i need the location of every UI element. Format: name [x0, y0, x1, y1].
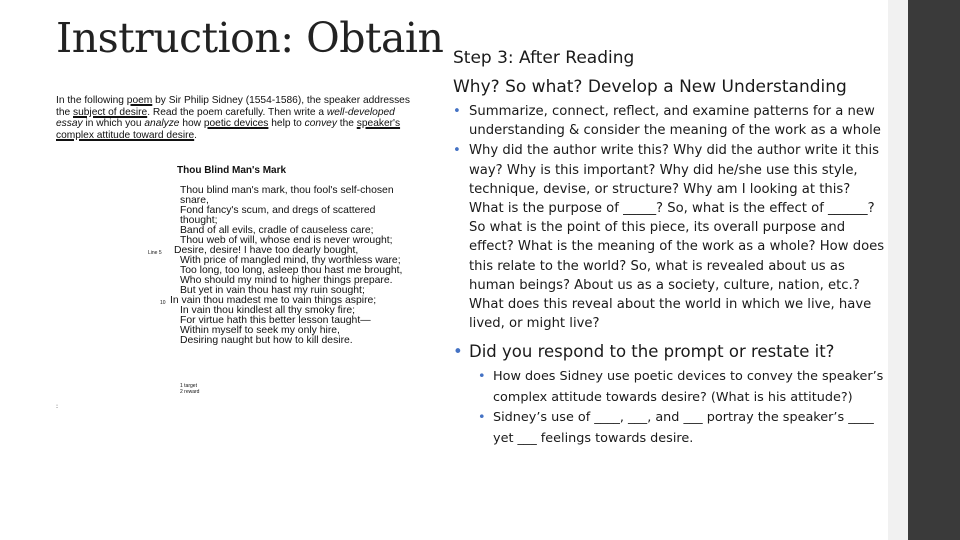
sub-bullet-item: • How does Sidney use poetic devices to convey the speaker’s complex attitude towards desire? (What is his attitude?) [478, 367, 890, 408]
prompt-text: in which you [82, 118, 145, 130]
footnote: 1 target [180, 383, 197, 389]
sub-bullet-item: • Sidney’s use of ____, ___, and ___ portray the speaker’s ____ yet ___ feelings towards desire. [478, 408, 890, 449]
poem-line [180, 186, 425, 196]
prompt-text: by Sir Philip Sidney (1554-1586), the speaker addresses the [56, 95, 410, 118]
poem-line-text: Thou blind man's mark, thou fool's self-chosen [180, 185, 394, 196]
prompt-italic-analyze: analyze [144, 118, 180, 130]
poem-line-text: Fond fancy's scum, and dregs of scattered [180, 205, 376, 216]
prompt-underline-subject: subject of desire [73, 106, 148, 118]
poem-line-text: For virtue hath this better lesson taught— [180, 315, 371, 326]
prompt-check-bullet: • Did you respond to the prompt or restate it? [453, 340, 888, 364]
poem-line-text: Too long, too long, asleep thou hast me brought, [180, 265, 403, 276]
line-number: Line 5 [148, 250, 162, 256]
prompt-text: In the following [56, 95, 127, 106]
prompt-underline-devices: poetic devices [203, 118, 269, 130]
poem-line-text: snare, [180, 195, 209, 206]
step-title: Step 3: After Reading [453, 48, 635, 68]
poem-line-text: Desiring naught but how to kill desire. [180, 335, 353, 346]
prompt-text: how [179, 118, 204, 130]
sidebar-accent-dark [908, 0, 960, 540]
poem-line-text: But yet in vain thou hast my ruin sought; [180, 285, 365, 296]
poem-line-text: Desire, desire! I have too dearly bought, [174, 245, 359, 256]
poem-line-text: Within myself to seek my only hire, [180, 325, 340, 336]
poem-line-text: Band of all evils, cradle of causeless care; [180, 225, 374, 236]
step-subtitle: Why? So what? Develop a New Understanding [453, 77, 847, 97]
poem-line-text: In vain thou madest me to vain things aspire; [170, 295, 377, 306]
footnote: 2 reward [180, 389, 200, 395]
bullet-item: • Summarize, connect, reflect, and examine patterns for a new understanding & consider the meaning of the work as a whole [453, 102, 888, 140]
prompt-check-sub-bullets [478, 367, 890, 449]
step-heading [453, 44, 847, 102]
reading-bullets [453, 102, 888, 334]
stray-marks: : [56, 403, 59, 410]
prompt-italic-convey: convey [304, 118, 337, 130]
poem-line-text: thought; [180, 215, 218, 226]
line-number: 10 [160, 300, 166, 306]
poem-line-text: Who should my mind to higher things prepare. [180, 275, 393, 286]
poem-title: Thou Blind Man's Mark [177, 165, 287, 176]
poem-line-text: With price of mangled mind, thy worthless ware; [180, 255, 401, 266]
prompt-text: . Read the poem carefully. Then write a [147, 106, 327, 118]
prompt-text: . [194, 129, 198, 141]
prompt-underline-attitude: speaker's complex attitude toward desire [56, 118, 401, 141]
sidebar-accent-light [888, 0, 908, 540]
poem-line-text: In vain thou kindlest all thy smoky fire; [180, 305, 355, 316]
prompt-text: help to [268, 118, 305, 130]
prompt-italic-essay: well-developed essay [56, 106, 395, 130]
prompt-text: the [336, 118, 357, 130]
poem-lines [148, 185, 425, 346]
essay-prompt [56, 95, 412, 141]
poem-line-text: Thou web of will, whose end is never wrought; [180, 235, 393, 246]
bullet-item: • Why did the author write this? Why did the author write it this way? Why is this important? Why did he/she use this style, technique, devise, or structure? Why am I looking at this? What is the purpose of _____? So, what is the effect of ______? So what is the point of this piece, its overall purpose and effect? What is the meaning of the work as a whole? How does this relate to the world? So, what is revealed about us as human beings? About us as a society, culture, nation, etc.? What does this reveal about the world in which we live, have lived, or might live? [453, 141, 888, 333]
slide-title: Instruction: Obtain [56, 14, 444, 62]
prompt-underline-poem: poem [126, 95, 153, 106]
poem-line [180, 336, 425, 346]
poem-footnotes [180, 383, 199, 395]
